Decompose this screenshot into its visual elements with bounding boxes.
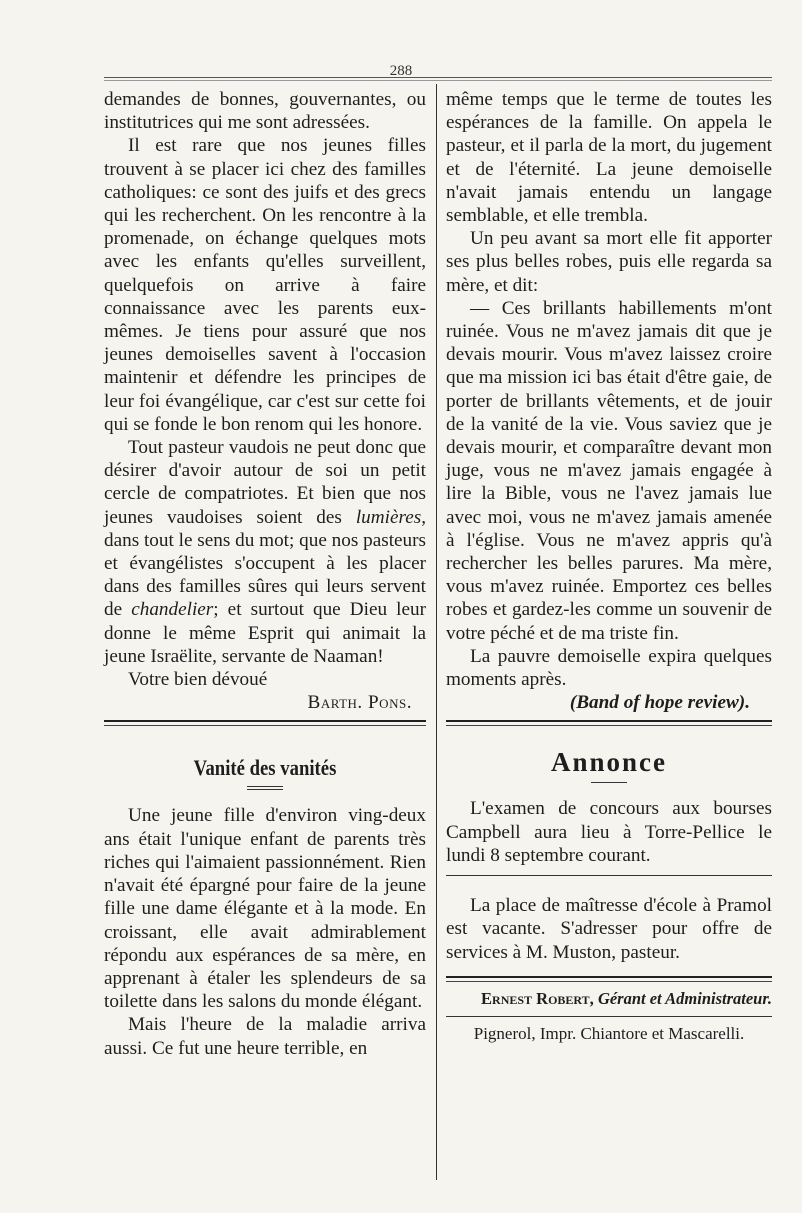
- left-column: [104, 88, 426, 1060]
- header-rule: [104, 77, 772, 81]
- right-column: [446, 88, 772, 1045]
- title-rule: [247, 786, 283, 790]
- publisher-line: [446, 988, 772, 1010]
- article-paragraph: Une jeune fille d'environ ving-deux ans était l'unique enfant de parents très riches qui l'aimaient passionnément. Rien n'avait été épargné pour faire de la jeune fille une dame élégante et à la mode. En croissant, elle avait admirablement répondu aux espérances de sa mère, en apprenant à étaler les splendeurs de sa toilette dans les salons du monde élégant.: [104, 805, 426, 1013]
- article-paragraph: Un peu avant sa mort elle fit apporter ses plus belles robes, puis elle regarda sa mère, et dit:: [446, 228, 772, 296]
- article-paragraph: — Ces brillants habillements m'ont ruinée. Vous ne m'avez jamais dit que je devais mourir. Vous m'avez laissez croire que ma mission ici bas était d'être gaie, de porter de brillants vêtements, et de jouir de la vanité de la vie. Vous saviez que je devais mourir, et comparaître devant mon juge, vous ne m'avez jamais engagée à lire la Bible, vous ne l'avez jamais lue avec moi, vous ne m'avez jamais amenée à l'église. Vous ne m'avez appris qu'à rechercher les belles parures. Ma mère, vous m'avez ruinée. Emportez ces belles robes et gardez-les comme un souvenir de votre péché et de ma triste fin.: [446, 297, 772, 644]
- article-paragraph: Mais l'heure de la maladie arriva aussi. Ce fut une heure terrible, en: [104, 1014, 426, 1059]
- article-title: Vanité des vanités: [193, 755, 337, 781]
- article-source: (Band of hope review).: [569, 692, 750, 714]
- section-divider: [104, 720, 426, 726]
- annonce-text: La place de maîtresse d'école à Pramol est vacante. S'adresser pour offre de services à M. Muston, pasteur.: [446, 895, 772, 963]
- letter-paragraph: demandes de bonnes, gouvernantes, ou institutrices qui me sont adressées.: [104, 89, 426, 134]
- article-paragraph: même temps que le terme de toutes les espérances de la famille. On appela le pasteur, et il parla de la mort, du jugement et de l'éternité. La jeune demoiselle n'avait jamais entendu un langage semblable, et elle trembla.: [446, 89, 772, 227]
- letter-paragraph: Il est rare que nos jeunes filles trouvent à se placer ici chez des familles catholiques: ce sont des juifs et des grecs qui les recherchent. On les rencontre à la promenade, on échange quelques mots avec les enfants qu'elles surveillent, quelquefois on arrive à faire connaissance avec les parents eux-mêmes. Je tiens pour assuré que nos jeunes demoiselles savent à l'occasion maintenir et défendre les principes de leur foi évangélique, car c'est sur cette foi qui se fonde le bon renom qui les honore.: [104, 135, 426, 435]
- printer-line: Pignerol, Impr. Chiantore et Mascarelli.: [473, 1023, 745, 1043]
- article-paragraph: La pauvre demoiselle expira quelques moments après.: [446, 645, 772, 691]
- annonce-text: L'examen de concours aux bourses Campbell aura lieu à Torre-Pellice le lundi 8 septembre courant.: [446, 798, 772, 866]
- footer-divider: [446, 1016, 772, 1017]
- page-number: 288: [389, 63, 413, 79]
- footer-divider: [446, 976, 772, 982]
- letter-paragraph: Tout pasteur vaudois ne peut donc que désirer d'avoir autour de soi un petit cercle de compatriotes. Et bien que nos jeunes vaudoises soient des lumières, dans tout le sens du mot; que nos pasteurs et évangélistes s'occupent à les placer dans des familles sûres qui leurs servent de chandelier; et surtout que Dieu leur donne le même Esprit qui animait la jeune Israëlite, servante de Naaman!: [104, 437, 426, 667]
- letter-closing: Votre bien dévoué: [128, 669, 268, 691]
- section-divider: [446, 720, 772, 726]
- manager-role: Gérant et Administrateur.: [597, 988, 772, 1008]
- letter-signature: Barth. Pons.: [307, 692, 412, 714]
- title-rule: [591, 782, 627, 783]
- column-divider: [436, 84, 437, 1180]
- annonce-divider: [446, 875, 772, 876]
- annonce-title: Annonce: [550, 747, 667, 778]
- manager-name: Ernest Robert,: [481, 988, 594, 1008]
